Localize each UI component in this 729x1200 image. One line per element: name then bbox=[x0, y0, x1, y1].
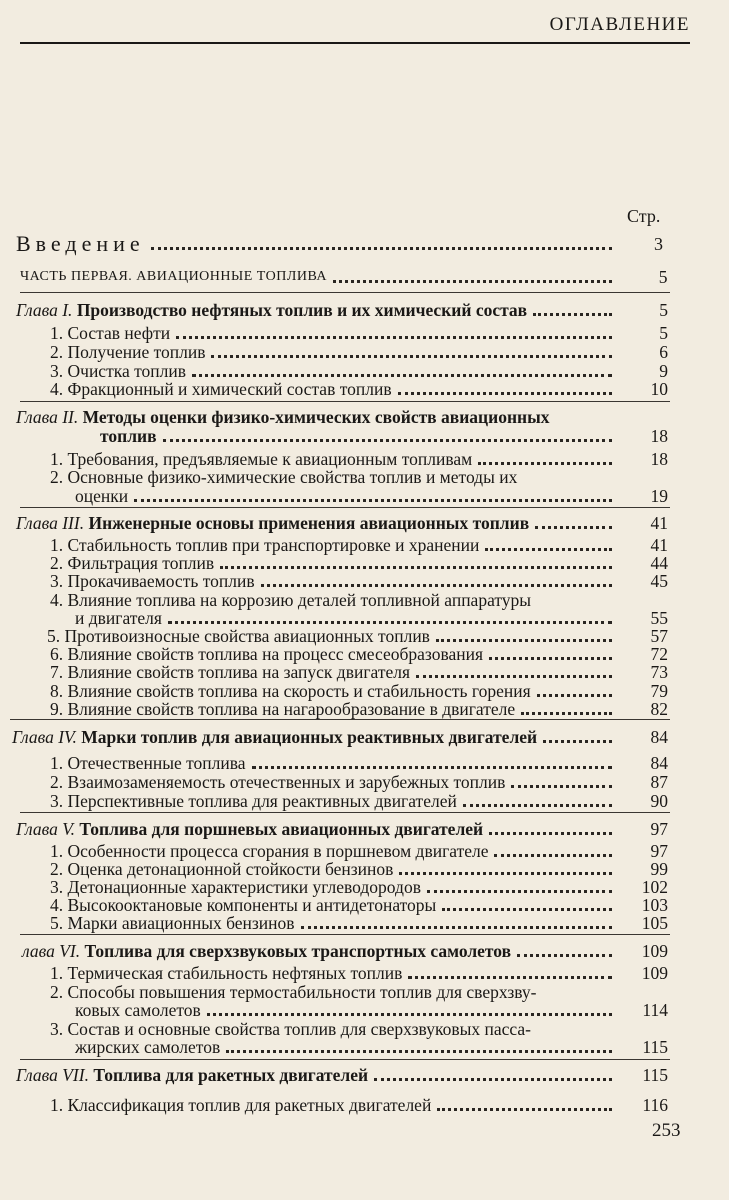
toc-section[interactable] bbox=[0, 1094, 729, 1114]
toc-entry-text: 4. Высокооктановые компоненты и антидетонаторы bbox=[50, 895, 437, 915]
toc-section[interactable] bbox=[0, 876, 729, 896]
toc-entry-text: 5. Противоизносные свойства авиационных топлив bbox=[47, 626, 430, 646]
leader-dots bbox=[301, 908, 612, 929]
leader-dots bbox=[176, 318, 612, 339]
chapter-label: Глава IV. bbox=[12, 727, 77, 747]
chapter-label: лава VI. bbox=[22, 941, 81, 961]
toc-entry-text: 2. Способы повышения термостабильности топлив для сверхзву- bbox=[50, 982, 537, 1002]
leader-dots bbox=[543, 722, 612, 743]
toc-page-number: 41 bbox=[650, 513, 668, 533]
toc-section[interactable] bbox=[0, 360, 729, 380]
toc-chapter-7[interactable] bbox=[0, 1064, 729, 1084]
leader-dots bbox=[533, 295, 612, 316]
leader-dots bbox=[535, 508, 612, 529]
toc-page-number: 105 bbox=[641, 913, 668, 933]
toc-page-number: 116 bbox=[642, 1095, 668, 1115]
toc-section-cont[interactable] bbox=[0, 607, 729, 627]
toc-section[interactable] bbox=[0, 962, 729, 982]
toc-entry-text: 1. Стабильность топлив при транспортировке и хранении bbox=[50, 535, 480, 555]
toc-page-number: 19 bbox=[650, 486, 668, 506]
toc-chapter-5[interactable] bbox=[0, 818, 729, 838]
toc-entry-text: 1. Термическая стабильность нефтяных топлив bbox=[50, 963, 403, 983]
toc-page-number: 109 bbox=[641, 963, 668, 983]
toc-section[interactable] bbox=[0, 680, 729, 700]
toc-page-number: 45 bbox=[650, 571, 668, 591]
chapter-label: Глава V. bbox=[16, 819, 76, 839]
toc-entry-text: 9. Влияние свойств топлива на нагарообразование в двигателе bbox=[50, 699, 516, 719]
toc-page-number: 3 bbox=[654, 234, 668, 254]
toc-entry-text: 3. Детонационные характеристики углеводородов bbox=[50, 877, 421, 897]
leader-dots bbox=[261, 566, 612, 587]
toc-page-number: 79 bbox=[650, 681, 668, 701]
toc-entry-text: 4. Влияние топлива на коррозию деталей топливной аппаратуры bbox=[50, 590, 532, 610]
toc-entry-part-1[interactable] bbox=[0, 266, 729, 286]
toc-section[interactable] bbox=[0, 698, 729, 718]
chapter-title: Топлива для ракетных двигателей bbox=[93, 1065, 369, 1085]
toc-chapter-3[interactable] bbox=[0, 512, 729, 532]
toc-page-number: 44 bbox=[650, 553, 668, 573]
leader-dots bbox=[408, 958, 612, 979]
toc-page-number: 115 bbox=[642, 1065, 668, 1085]
toc-section[interactable] bbox=[0, 790, 729, 810]
leader-dots bbox=[207, 995, 612, 1016]
toc-page-number: 97 bbox=[650, 819, 668, 839]
toc-entry-text: 1. Отечественные топлива bbox=[50, 753, 246, 773]
toc-page-number: 84 bbox=[650, 753, 668, 773]
toc-section[interactable] bbox=[0, 625, 729, 645]
toc-page-number: 55 bbox=[650, 608, 668, 628]
leader-dots bbox=[252, 748, 612, 769]
chapter-label: Глава III. bbox=[16, 513, 85, 533]
toc-entry-text: оценки bbox=[75, 486, 129, 506]
toc-page-number: 5 bbox=[659, 300, 668, 320]
leader-dots bbox=[398, 374, 612, 395]
toc-chapter-4[interactable] bbox=[0, 726, 729, 746]
toc-entry-text: 5. Марки авиационных бензинов bbox=[50, 913, 295, 933]
toc-section[interactable] bbox=[0, 752, 729, 772]
leader-dots bbox=[463, 786, 612, 807]
chapter-title: Методы оценки физико-химических свойств авиационных bbox=[82, 407, 550, 427]
leader-dots bbox=[416, 657, 612, 678]
toc-page-number: 90 bbox=[650, 791, 668, 811]
toc-chapter-2-cont[interactable] bbox=[0, 425, 729, 445]
toc-entry-text: ковых самолетов bbox=[75, 1000, 201, 1020]
toc-chapter-6[interactable] bbox=[0, 940, 729, 960]
leader-dots bbox=[134, 481, 612, 502]
toc-entry-intro[interactable] bbox=[0, 229, 729, 256]
toc-section-cont[interactable] bbox=[0, 485, 729, 505]
section-divider bbox=[10, 719, 670, 720]
chapter-title: Инженерные основы применения авиационных топлив bbox=[88, 513, 530, 533]
toc-page-number: 18 bbox=[650, 449, 668, 469]
leader-dots bbox=[478, 444, 612, 465]
toc-chapter-1[interactable] bbox=[0, 299, 729, 319]
toc-page-number: 109 bbox=[641, 941, 668, 961]
toc-section[interactable] bbox=[0, 912, 729, 932]
chapter-label: Глава I. bbox=[16, 300, 73, 320]
toc-section[interactable] bbox=[0, 661, 729, 681]
toc-entry-text: 2. Фильтрация топлив bbox=[50, 553, 215, 573]
chapter-title: Производство нефтяных топлив и их химический состав bbox=[76, 300, 528, 320]
toc-entry-text: 3. Состав и основные свойства топлив для сверхзвуковых пасса- bbox=[50, 1019, 531, 1039]
toc-page-number: 5 bbox=[659, 323, 668, 343]
leader-dots bbox=[163, 421, 612, 442]
toc-page-number: 102 bbox=[641, 877, 668, 897]
page-title: ОГЛАВЛЕНИЕ bbox=[549, 14, 690, 35]
toc-section[interactable] bbox=[0, 840, 729, 860]
toc-entry-text: 3. Перспективные топлива для реактивных двигателей bbox=[50, 791, 457, 811]
toc-page-number: 97 bbox=[650, 841, 668, 861]
chapter-title: Топлива для поршневых авиационных двигателей bbox=[79, 819, 484, 839]
chapter-title-cont: топлив bbox=[100, 426, 157, 446]
toc-entry-text: и двигателя bbox=[75, 608, 162, 628]
toc-entry-text: жирских самолетов bbox=[75, 1037, 221, 1057]
leader-dots bbox=[489, 814, 612, 835]
leader-dots bbox=[521, 694, 612, 715]
toc-entry-text: 8. Влияние свойств топлива на скорость и стабильность горения bbox=[50, 681, 531, 701]
page-number: 253 bbox=[652, 1120, 681, 1141]
page-header bbox=[20, 8, 690, 44]
leader-dots bbox=[511, 767, 612, 788]
toc-page-number: 5 bbox=[658, 267, 668, 287]
toc-entry-text: 7. Влияние свойств топлива на запуск двигателя bbox=[50, 662, 411, 682]
toc-entry-text: 2. Основные физико-химические свойства топлив и методы их bbox=[50, 467, 518, 487]
toc-entry-text: 1. Состав нефти bbox=[50, 323, 171, 343]
toc-page-number: 57 bbox=[650, 626, 668, 646]
toc-entry-text: 2. Получение топлив bbox=[50, 342, 206, 362]
toc-page-number: 115 bbox=[642, 1037, 668, 1057]
leader-dots bbox=[211, 337, 612, 358]
toc-entry-text: 3. Прокачиваемость топлив bbox=[50, 571, 255, 591]
toc-page-number: 41 bbox=[650, 535, 668, 555]
leader-dots bbox=[517, 936, 612, 957]
toc-section-cont[interactable] bbox=[0, 999, 729, 1019]
toc-page-number: 87 bbox=[650, 772, 668, 792]
toc-page-number: 73 bbox=[650, 662, 668, 682]
toc-section[interactable] bbox=[0, 643, 729, 663]
toc-page-number: 103 bbox=[641, 895, 668, 915]
section-divider bbox=[20, 292, 670, 293]
leader-dots bbox=[374, 1060, 612, 1081]
toc-entry-text: ЧАСТЬ ПЕРВАЯ. АВИАЦИОННЫЕ ТОПЛИВА bbox=[20, 269, 328, 284]
section-divider bbox=[20, 401, 670, 402]
toc-page-number: 9 bbox=[659, 361, 668, 381]
section-divider bbox=[20, 934, 670, 935]
leader-dots bbox=[226, 1032, 612, 1053]
toc-page-number: 72 bbox=[650, 644, 668, 664]
chapter-title: Топлива для сверхзвуковых транспортных самолетов bbox=[84, 941, 512, 961]
toc-entry-text: 3. Очистка топлив bbox=[50, 361, 186, 381]
toc-page-number: 18 bbox=[650, 426, 668, 446]
page-column-label: Стр. bbox=[627, 206, 661, 226]
toc-section[interactable] bbox=[0, 771, 729, 791]
toc-entry-text: 6. Влияние свойств топлива на процесс смесеобразования bbox=[50, 644, 484, 664]
toc-section-cont[interactable] bbox=[0, 1036, 729, 1056]
leader-dots bbox=[437, 1090, 612, 1111]
toc-page-number: 114 bbox=[642, 1000, 668, 1020]
toc-entry-text: 4. Фракционный и химический состав топлив bbox=[50, 379, 392, 399]
toc-page-number: 6 bbox=[659, 342, 668, 362]
leader-dots bbox=[151, 229, 612, 250]
section-divider bbox=[20, 812, 670, 813]
toc-section[interactable] bbox=[0, 858, 729, 878]
toc-page-number: 10 bbox=[650, 379, 668, 399]
toc-section[interactable] bbox=[0, 448, 729, 468]
toc-entry-text: 1. Требования, предъявляемые к авиационным топливам bbox=[50, 449, 473, 469]
chapter-label: Глава II. bbox=[16, 407, 79, 427]
toc-page-number: 82 bbox=[650, 699, 668, 719]
chapter-title: Марки топлив для авиационных реактивных двигателей bbox=[81, 727, 538, 747]
toc-entry-text: 2. Взаимозаменяемость отечественных и зарубежных топлив bbox=[50, 772, 506, 792]
toc-entry-text: 1. Особенности процесса сгорания в поршневом двигателе bbox=[50, 841, 489, 861]
toc-section[interactable] bbox=[0, 378, 729, 398]
toc-section[interactable] bbox=[0, 570, 729, 590]
toc-entry-text: Введение bbox=[16, 231, 145, 256]
toc-entry-text: 2. Оценка детонационной стойкости бензинов bbox=[50, 859, 394, 879]
toc-page-number: 99 bbox=[650, 859, 668, 879]
toc-page-number: 84 bbox=[650, 727, 668, 747]
toc-entry-text: 1. Классификация топлив для ракетных двигателей bbox=[50, 1095, 432, 1115]
chapter-label: Глава VII. bbox=[16, 1065, 89, 1085]
leader-dots bbox=[333, 262, 612, 283]
